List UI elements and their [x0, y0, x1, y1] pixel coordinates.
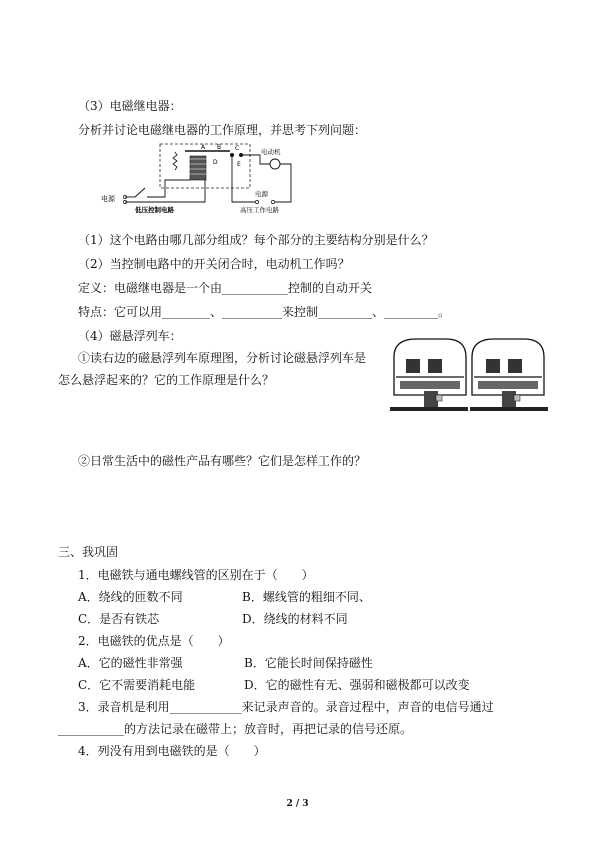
electromagnet-core: [190, 156, 206, 180]
page-number: 2 / 3: [286, 799, 309, 809]
question-2: （2）当控制电路中的开关闭合时，电动机工作吗？: [78, 257, 350, 271]
maglev-question-1-line1: ①读右边的磁悬浮列车原理图，分析讨论磁悬浮列车是: [78, 351, 367, 365]
label-letter-d: D: [213, 159, 218, 166]
label-power-left: 电源: [101, 195, 115, 203]
label-low-voltage-circuit: 低压控制电路: [135, 206, 174, 214]
exercise-2-option-a[interactable]: A．它的磁性非常强: [78, 656, 183, 670]
spring: [173, 152, 177, 170]
exercise-1-option-b[interactable]: B．螺线管的粗细不同、: [242, 590, 371, 604]
relay-feature: 特点：它可以用________、__________来控制_________、_________。: [78, 305, 451, 319]
motor-symbol: [270, 159, 280, 169]
exercise-2-option-d[interactable]: D．它的磁性有无、强弱和磁极都可以改变: [244, 678, 470, 692]
subsection-title-maglev: （4）磁悬浮列车：: [78, 329, 182, 343]
label-letter-e: E: [237, 161, 241, 168]
label-letter-c: C: [235, 145, 240, 152]
label-power-right: 电源: [255, 190, 268, 198]
exercise-3-line2: ___________的方法记录在磁带上；放音时，再把记录的信号还原。: [58, 722, 413, 736]
exercise-1-option-d[interactable]: D．绕线的材料不同: [242, 612, 348, 626]
maglev-train-diagram: [388, 335, 552, 417]
relay-definition: 定义：电磁继电器是一个由___________控制的自动开关: [78, 281, 373, 295]
label-motor: 电动机: [261, 148, 281, 156]
exercise-2-option-b[interactable]: B．它能长时间保持磁性: [244, 656, 373, 670]
subsection-title-relay: （3）电磁继电器：: [78, 99, 182, 113]
section-title-consolidate: 三、我巩固: [58, 545, 119, 559]
label-letter-a: A: [201, 144, 206, 151]
exercise-1-option-a[interactable]: A．绕线的匝数不同: [78, 590, 183, 604]
exercise-2-option-c[interactable]: C．它不需要消耗电能: [78, 678, 196, 692]
exercise-3-line1: 3．录音机是利用____________来记录声音的。录音过程中，声音的电信号通过: [78, 700, 494, 714]
relay-intro: 分析并讨论电磁继电器的工作原理，并思考下列问题：: [78, 123, 367, 137]
label-letter-b: B: [217, 144, 222, 151]
question-1: （1）这个电路由哪几部分组成？每个部分的主要结构分别是什么？: [78, 233, 434, 247]
exercise-4-stem: 4．列没有用到电磁铁的是（ ）: [78, 744, 266, 758]
exercise-1-stem: 1．电磁铁与通电螺线管的区别在于（ ）: [78, 568, 314, 582]
exercise-2-stem: 2．电磁铁的优点是（ ）: [78, 634, 230, 648]
label-high-voltage-circuit: 高压工作电路: [240, 206, 279, 214]
relay-circuit-diagram: [95, 142, 305, 214]
maglev-question-2: ②日常生活中的磁性产品有哪些？它们是怎样工作的？: [78, 454, 367, 468]
exercise-1-option-c[interactable]: C．是否有铁芯: [78, 612, 160, 626]
maglev-question-1-line2: 怎么悬浮起来的？它的工作原理是什么？: [58, 373, 275, 387]
